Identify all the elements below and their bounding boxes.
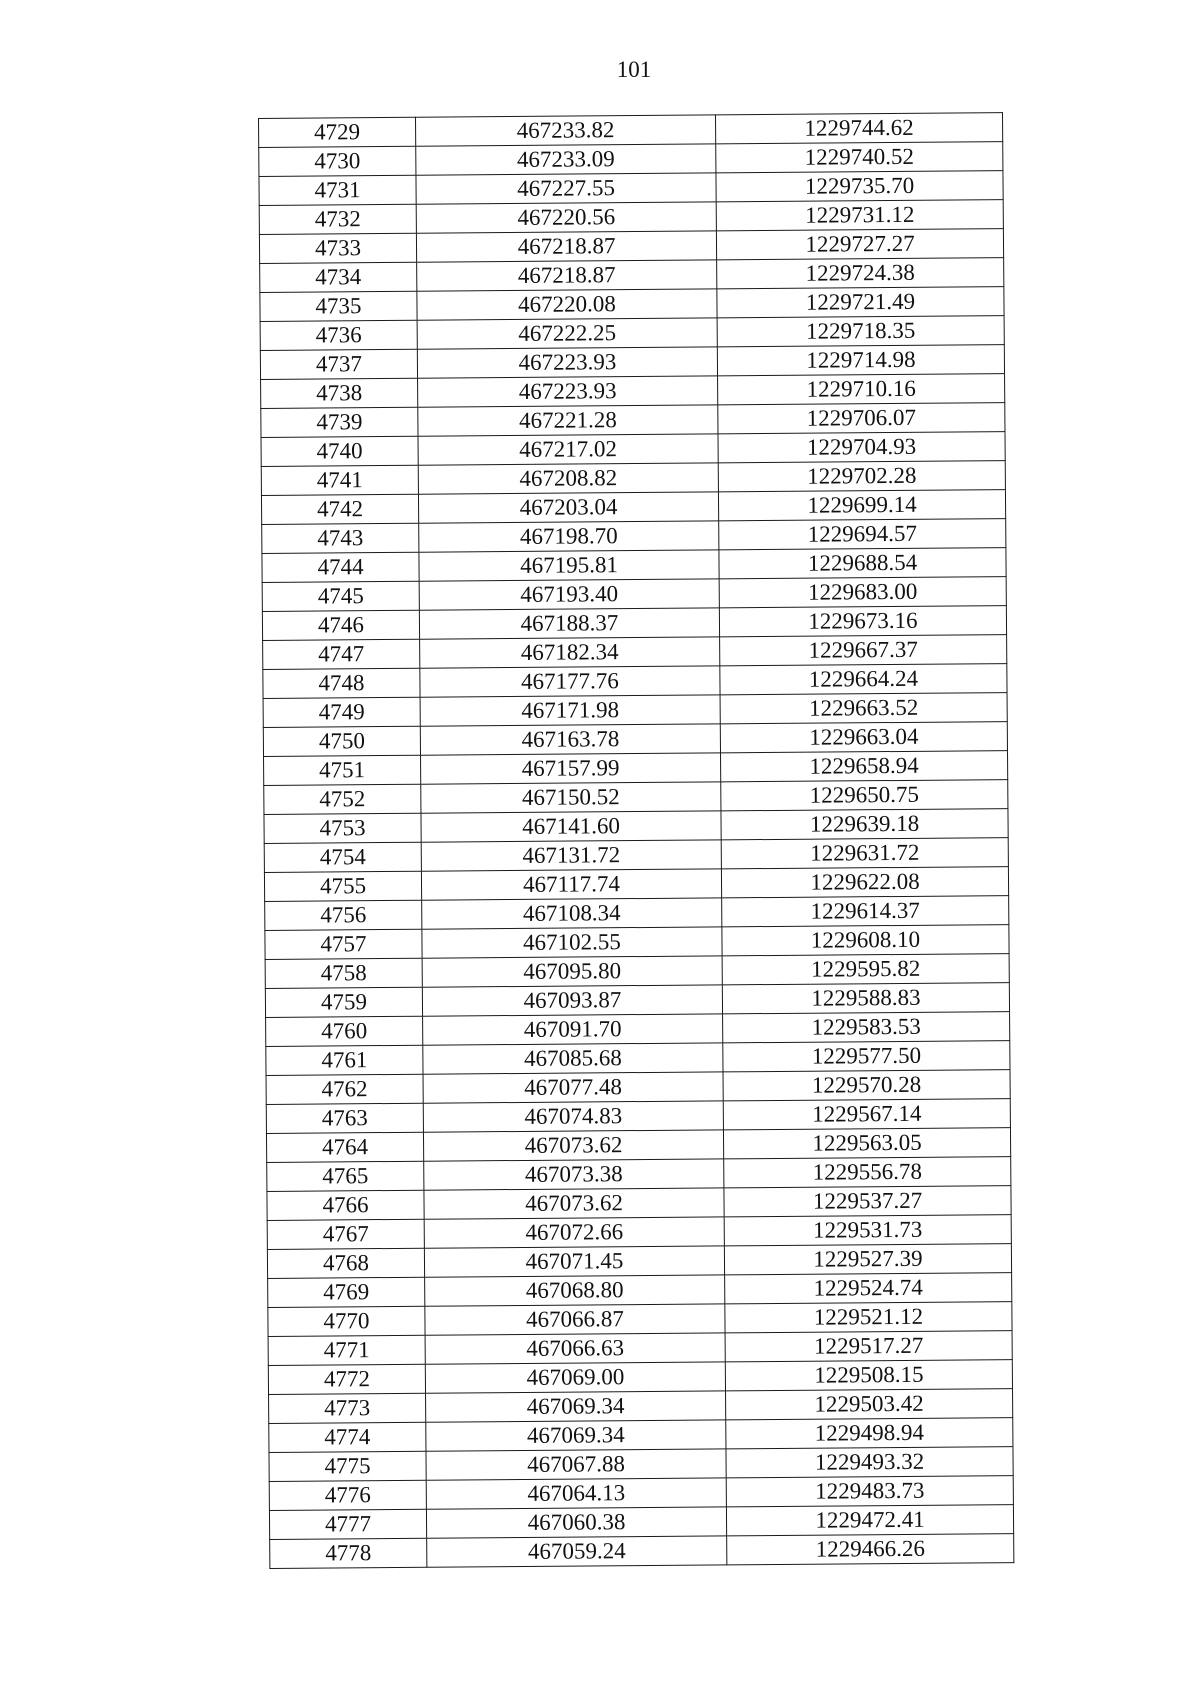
x-coordinate-cell: 467069.34 — [426, 1420, 726, 1451]
coordinates-table-body — [259, 113, 1014, 1569]
y-coordinate-cell: 1229531.73 — [724, 1215, 1011, 1246]
x-coordinate-cell: 467188.37 — [419, 608, 719, 639]
point-number-cell: 4773 — [269, 1393, 426, 1423]
y-coordinate-cell: 1229704.93 — [718, 432, 1005, 463]
y-coordinate-cell: 1229744.62 — [715, 113, 1002, 144]
y-coordinate-cell: 1229673.16 — [719, 606, 1006, 637]
y-coordinate-cell: 1229595.82 — [722, 954, 1009, 985]
y-coordinate-cell: 1229702.28 — [718, 461, 1005, 492]
x-coordinate-cell: 467233.82 — [415, 115, 715, 146]
y-coordinate-cell: 1229721.49 — [717, 287, 1004, 318]
x-coordinate-cell: 467077.48 — [423, 1072, 723, 1103]
point-number-cell: 4770 — [268, 1306, 425, 1336]
x-coordinate-cell: 467068.80 — [425, 1275, 725, 1306]
y-coordinate-cell: 1229567.14 — [723, 1099, 1010, 1130]
y-coordinate-cell: 1229577.50 — [723, 1041, 1010, 1072]
x-coordinate-cell: 467223.93 — [417, 347, 717, 378]
y-coordinate-cell: 1229537.27 — [724, 1186, 1011, 1217]
point-number-cell: 4744 — [262, 552, 419, 582]
y-coordinate-cell: 1229710.16 — [718, 374, 1005, 405]
point-number-cell: 4771 — [268, 1335, 425, 1365]
x-coordinate-cell: 467108.34 — [422, 898, 722, 929]
x-coordinate-cell: 467093.87 — [422, 985, 722, 1016]
point-number-cell: 4762 — [266, 1074, 423, 1104]
y-coordinate-cell: 1229517.27 — [725, 1331, 1012, 1362]
y-coordinate-cell: 1229718.35 — [717, 316, 1004, 347]
x-coordinate-cell: 467195.81 — [419, 550, 719, 581]
point-number-cell: 4750 — [263, 726, 420, 756]
point-number-cell: 4753 — [264, 813, 421, 843]
point-number-cell: 4765 — [267, 1161, 424, 1191]
y-coordinate-cell: 1229563.05 — [723, 1128, 1010, 1159]
y-coordinate-cell: 1229658.94 — [721, 751, 1008, 782]
x-coordinate-cell: 467182.34 — [420, 637, 720, 668]
y-coordinate-cell: 1229731.12 — [716, 200, 1003, 231]
x-coordinate-cell: 467217.02 — [418, 434, 718, 465]
y-coordinate-cell: 1229498.94 — [726, 1418, 1013, 1449]
y-coordinate-cell: 1229740.52 — [716, 142, 1003, 173]
x-coordinate-cell: 467066.87 — [425, 1304, 725, 1335]
point-number-cell: 4734 — [260, 262, 417, 292]
y-coordinate-cell: 1229608.10 — [722, 925, 1009, 956]
y-coordinate-cell: 1229683.00 — [719, 577, 1006, 608]
x-coordinate-cell: 467064.13 — [426, 1478, 726, 1509]
x-coordinate-cell: 467218.87 — [417, 260, 717, 291]
x-coordinate-cell: 467131.72 — [421, 840, 721, 871]
x-coordinate-cell: 467059.24 — [427, 1536, 727, 1567]
x-coordinate-cell: 467095.80 — [422, 956, 722, 987]
x-coordinate-cell: 467222.25 — [417, 318, 717, 349]
x-coordinate-cell: 467069.34 — [426, 1391, 726, 1422]
x-coordinate-cell: 467141.60 — [421, 811, 721, 842]
y-coordinate-cell: 1229583.53 — [723, 1012, 1010, 1043]
x-coordinate-cell: 467102.55 — [422, 927, 722, 958]
x-coordinate-cell: 467163.78 — [420, 724, 720, 755]
x-coordinate-cell: 467198.70 — [419, 521, 719, 552]
point-number-cell: 4737 — [260, 349, 417, 379]
y-coordinate-cell: 1229724.38 — [717, 258, 1004, 289]
point-number-cell: 4769 — [268, 1277, 425, 1307]
y-coordinate-cell: 1229667.37 — [720, 635, 1007, 666]
x-coordinate-cell: 467066.63 — [425, 1333, 725, 1364]
y-coordinate-cell: 1229694.57 — [719, 519, 1006, 550]
point-number-cell: 4777 — [269, 1509, 426, 1539]
point-number-cell: 4748 — [263, 668, 420, 698]
point-number-cell: 4747 — [263, 639, 420, 669]
point-number-cell: 4742 — [261, 494, 418, 524]
y-coordinate-cell: 1229614.37 — [722, 896, 1009, 927]
point-number-cell: 4757 — [265, 929, 422, 959]
x-coordinate-cell: 467067.88 — [426, 1449, 726, 1480]
x-coordinate-cell: 467072.66 — [424, 1217, 724, 1248]
y-coordinate-cell: 1229650.75 — [721, 780, 1008, 811]
point-number-cell: 4759 — [265, 987, 422, 1017]
y-coordinate-cell: 1229570.28 — [723, 1070, 1010, 1101]
x-coordinate-cell: 467177.76 — [420, 666, 720, 697]
point-number-cell: 4772 — [268, 1364, 425, 1394]
y-coordinate-cell: 1229524.74 — [725, 1273, 1012, 1304]
point-number-cell: 4743 — [262, 523, 419, 553]
x-coordinate-cell: 467157.99 — [421, 753, 721, 784]
y-coordinate-cell: 1229521.12 — [725, 1302, 1012, 1333]
point-number-cell: 4763 — [266, 1103, 423, 1133]
x-coordinate-cell: 467221.28 — [418, 405, 718, 436]
y-coordinate-cell: 1229664.24 — [720, 664, 1007, 695]
point-number-cell: 4735 — [260, 291, 417, 321]
y-coordinate-cell: 1229688.54 — [719, 548, 1006, 579]
point-number-cell: 4746 — [262, 610, 419, 640]
y-coordinate-cell: 1229663.04 — [720, 722, 1007, 753]
point-number-cell: 4774 — [269, 1422, 426, 1452]
x-coordinate-cell: 467193.40 — [419, 579, 719, 610]
table-row — [270, 1534, 1014, 1569]
x-coordinate-cell: 467203.04 — [418, 492, 718, 523]
point-number-cell: 4756 — [265, 900, 422, 930]
point-number-cell: 4775 — [269, 1451, 426, 1481]
x-coordinate-cell: 467117.74 — [421, 869, 721, 900]
y-coordinate-cell: 1229663.52 — [720, 693, 1007, 724]
y-coordinate-cell: 1229706.07 — [718, 403, 1005, 434]
point-number-cell: 4751 — [264, 755, 421, 785]
point-number-cell: 4767 — [267, 1219, 424, 1249]
y-coordinate-cell: 1229472.41 — [726, 1505, 1013, 1536]
x-coordinate-cell: 467073.62 — [424, 1188, 724, 1219]
x-coordinate-cell: 467071.45 — [424, 1246, 724, 1277]
y-coordinate-cell: 1229503.42 — [726, 1389, 1013, 1420]
point-number-cell: 4761 — [266, 1045, 423, 1075]
page-number: 101 — [616, 57, 652, 82]
point-number-cell: 4731 — [259, 175, 416, 205]
y-coordinate-cell: 1229699.14 — [718, 490, 1005, 521]
x-coordinate-cell: 467220.56 — [416, 202, 716, 233]
y-coordinate-cell: 1229527.39 — [724, 1244, 1011, 1275]
x-coordinate-cell: 467074.83 — [423, 1101, 723, 1132]
x-coordinate-cell: 467060.38 — [426, 1507, 726, 1538]
point-number-cell: 4760 — [266, 1016, 423, 1046]
point-number-cell: 4740 — [261, 436, 418, 466]
point-number-cell: 4745 — [262, 581, 419, 611]
x-coordinate-cell: 467233.09 — [416, 144, 716, 175]
point-number-cell: 4778 — [270, 1538, 427, 1568]
point-number-cell: 4754 — [264, 842, 421, 872]
x-coordinate-cell: 467069.00 — [425, 1362, 725, 1393]
y-coordinate-cell: 1229588.83 — [722, 983, 1009, 1014]
point-number-cell: 4768 — [267, 1248, 424, 1278]
point-number-cell: 4730 — [259, 146, 416, 176]
x-coordinate-cell: 467208.82 — [418, 463, 718, 494]
x-coordinate-cell: 467073.62 — [423, 1130, 723, 1161]
x-coordinate-cell: 467218.87 — [416, 231, 716, 262]
x-coordinate-cell: 467085.68 — [423, 1043, 723, 1074]
y-coordinate-cell: 1229714.98 — [717, 345, 1004, 376]
point-number-cell: 4738 — [261, 378, 418, 408]
point-number-cell: 4755 — [264, 871, 421, 901]
point-number-cell: 4736 — [260, 320, 417, 350]
x-coordinate-cell: 467227.55 — [416, 173, 716, 204]
point-number-cell: 4741 — [261, 465, 418, 495]
y-coordinate-cell: 1229508.15 — [725, 1360, 1012, 1391]
point-number-cell: 4739 — [261, 407, 418, 437]
point-number-cell: 4732 — [259, 204, 416, 234]
y-coordinate-cell: 1229631.72 — [721, 838, 1008, 869]
x-coordinate-cell: 467223.93 — [418, 376, 718, 407]
y-coordinate-cell: 1229735.70 — [716, 171, 1003, 202]
point-number-cell: 4758 — [265, 958, 422, 988]
x-coordinate-cell: 467171.98 — [420, 695, 720, 726]
y-coordinate-cell: 1229556.78 — [724, 1157, 1011, 1188]
point-number-cell: 4749 — [263, 697, 420, 727]
x-coordinate-cell: 467150.52 — [421, 782, 721, 813]
point-number-cell: 4729 — [259, 117, 416, 147]
point-number-cell: 4733 — [259, 233, 416, 263]
point-number-cell: 4764 — [266, 1132, 423, 1162]
y-coordinate-cell: 1229483.73 — [726, 1476, 1013, 1507]
y-coordinate-cell: 1229493.32 — [726, 1447, 1013, 1478]
coordinates-table — [258, 112, 1014, 1569]
x-coordinate-cell: 467073.38 — [424, 1159, 724, 1190]
y-coordinate-cell: 1229466.26 — [727, 1534, 1014, 1565]
y-coordinate-cell: 1229622.08 — [721, 867, 1008, 898]
y-coordinate-cell: 1229727.27 — [716, 229, 1003, 260]
point-number-cell: 4752 — [264, 784, 421, 814]
x-coordinate-cell: 467091.70 — [423, 1014, 723, 1045]
y-coordinate-cell: 1229639.18 — [721, 809, 1008, 840]
x-coordinate-cell: 467220.08 — [417, 289, 717, 320]
point-number-cell: 4766 — [267, 1190, 424, 1220]
point-number-cell: 4776 — [269, 1480, 426, 1510]
